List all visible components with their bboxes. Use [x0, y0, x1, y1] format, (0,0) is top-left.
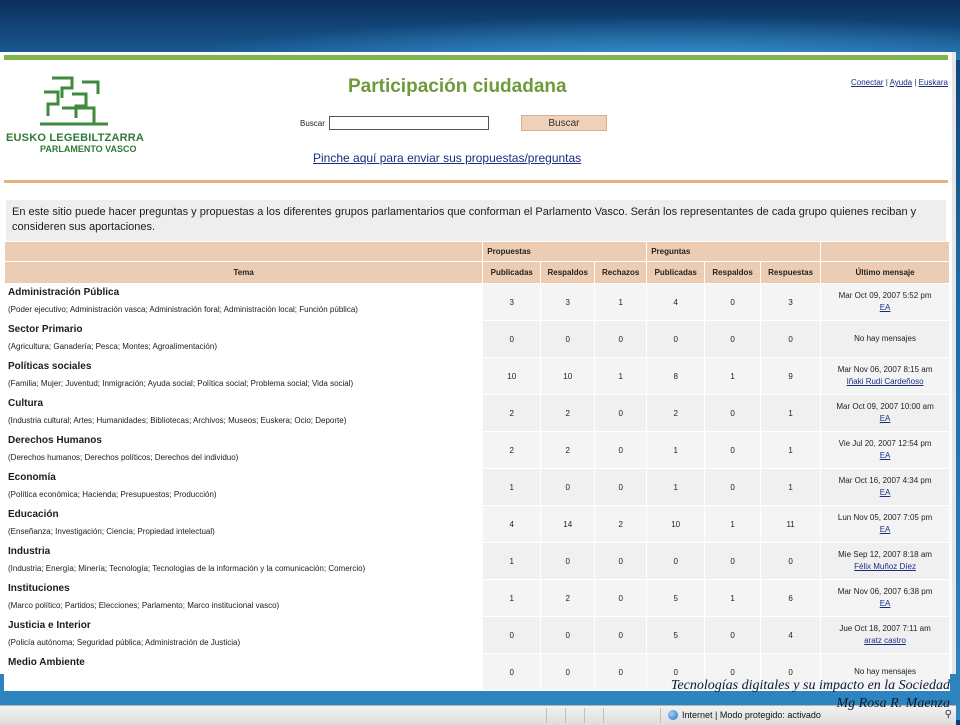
- group-header-row: [5, 242, 950, 262]
- questions-published: 4: [647, 284, 705, 321]
- col-header-q-publicadas: Publicadas: [647, 262, 705, 284]
- topic-cell[interactable]: [5, 580, 483, 617]
- topic-subtopics: (Poder ejecutivo; Administración vasca; Administración foral; Administración local; Función pública): [8, 305, 358, 314]
- search-form: [300, 115, 607, 131]
- logo-text-basque: EUSKO LEGEBILTZARRA: [6, 132, 145, 144]
- proposals-published: 2: [483, 432, 541, 469]
- col-header-p-respaldos: Respaldos: [541, 262, 595, 284]
- last-message-user[interactable]: Iñaki Rudi Cardeñoso: [846, 377, 924, 386]
- questions-support: 0: [705, 469, 761, 506]
- zoom-icon[interactable]: ⚲: [944, 709, 952, 720]
- questions-published: 0: [647, 543, 705, 580]
- logo-icon: [38, 74, 110, 130]
- questions-answers: 3: [761, 284, 821, 321]
- table-row[interactable]: [5, 284, 950, 321]
- status-text: Internet | Modo protegido: activado: [682, 710, 821, 720]
- topic-name[interactable]: Administración Pública: [8, 287, 120, 298]
- last-message-user[interactable]: aratz castro: [864, 636, 906, 645]
- proposals-rejections: 0: [595, 395, 647, 432]
- topic-cell[interactable]: [5, 284, 483, 321]
- status-divider: [565, 708, 566, 723]
- proposals-support: 3: [541, 284, 595, 321]
- last-message-cell: [821, 580, 950, 617]
- status-divider: [660, 708, 661, 723]
- send-proposal-link[interactable]: Pinche aquí para enviar sus propuestas/preguntas: [313, 151, 582, 165]
- topic-name[interactable]: Instituciones: [8, 583, 70, 594]
- topic-cell[interactable]: [5, 321, 483, 358]
- last-message-date: Mar Nov 06, 2007 8:15 am: [837, 365, 933, 374]
- last-message-cell: [821, 395, 950, 432]
- last-message-date: Lun Nov 05, 2007 7:05 pm: [837, 513, 933, 522]
- questions-published: 0: [647, 321, 705, 358]
- table-row[interactable]: [5, 321, 950, 358]
- slide-caption: [671, 677, 950, 713]
- topic-name[interactable]: Políticas sociales: [8, 361, 92, 372]
- topic-name[interactable]: Derechos Humanos: [8, 435, 102, 446]
- topic-cell[interactable]: [5, 654, 483, 691]
- table-row[interactable]: [5, 432, 950, 469]
- topic-subtopics: (Industria cultural; Artes; Humanidades; Bibliotecas; Archivos; Museos; Euskera; Ocio; Deporte): [8, 416, 347, 425]
- caption-author: Mg Rosa R. Maenza: [836, 696, 950, 711]
- search-button[interactable]: Buscar: [521, 115, 607, 131]
- help-link[interactable]: Ayuda: [889, 78, 913, 87]
- table-row[interactable]: [5, 395, 950, 432]
- proposals-rejections: 2: [595, 506, 647, 543]
- questions-answers: 1: [761, 395, 821, 432]
- topic-subtopics: (Marco político; Partidos; Elecciones; Parlamento; Marco institucional vasco): [8, 601, 280, 610]
- proposals-rejections: 0: [595, 432, 647, 469]
- header-divider: [4, 180, 948, 183]
- proposals-published: 2: [483, 395, 541, 432]
- last-message-cell: [821, 617, 950, 654]
- last-message-date: Jue Oct 18, 2007 7:11 am: [839, 624, 931, 633]
- last-message-user[interactable]: Félix Muñoz Díez: [854, 562, 916, 571]
- topic-name[interactable]: Justicia e Interior: [8, 620, 91, 631]
- questions-answers: 9: [761, 358, 821, 395]
- topic-subtopics: (Policía autónoma; Seguridad pública; Administración de Justicia): [8, 638, 241, 647]
- last-message-date: Mie Sep 12, 2007 8:18 am: [838, 550, 932, 559]
- questions-support: 0: [705, 321, 761, 358]
- questions-answers: 4: [761, 617, 821, 654]
- questions-support: 0: [705, 395, 761, 432]
- proposals-published: 1: [483, 580, 541, 617]
- status-divider: [546, 708, 547, 723]
- proposals-rejections: 0: [595, 543, 647, 580]
- table-row[interactable]: [5, 580, 950, 617]
- questions-support: 0: [705, 617, 761, 654]
- proposals-published: 1: [483, 469, 541, 506]
- last-message-date: Mar Oct 09, 2007 5:52 pm: [838, 291, 932, 300]
- table-row[interactable]: [5, 617, 950, 654]
- questions-support: 1: [705, 506, 761, 543]
- questions-published: 5: [647, 617, 705, 654]
- last-message-user[interactable]: EA: [879, 414, 891, 423]
- questions-support: 0: [705, 432, 761, 469]
- proposals-published: 0: [483, 617, 541, 654]
- euskara-link[interactable]: Euskara: [918, 78, 948, 87]
- last-message-user[interactable]: EA: [879, 525, 891, 534]
- topic-cell[interactable]: [5, 617, 483, 654]
- questions-group-header: Preguntas: [647, 242, 821, 262]
- last-message-date: No hay mensajes: [854, 667, 916, 676]
- blank-header: [821, 242, 950, 262]
- questions-answers: 6: [761, 580, 821, 617]
- col-header-q-respuestas: Respuestas: [761, 262, 821, 284]
- topic-subtopics: (Política económica; Hacienda; Presupuestos; Producción): [8, 490, 217, 499]
- search-label: Buscar: [300, 118, 325, 128]
- questions-support: 0: [705, 284, 761, 321]
- last-message-date: Vie Jul 20, 2007 12:54 pm: [838, 439, 932, 448]
- topic-subtopics: (Industria; Energía; Minería; Tecnología; Tecnologías de la información y la comunicación; Comercio): [8, 564, 366, 573]
- proposals-support: 0: [541, 617, 595, 654]
- topic-name[interactable]: Medio Ambiente: [8, 657, 85, 668]
- topic-cell[interactable]: [5, 506, 483, 543]
- questions-support: 1: [705, 580, 761, 617]
- proposals-rejections: 0: [595, 654, 647, 691]
- questions-answers: 0: [761, 543, 821, 580]
- table-row[interactable]: [5, 358, 950, 395]
- proposals-rejections: 0: [595, 469, 647, 506]
- proposals-rejections: 1: [595, 284, 647, 321]
- top-links: Conectar | Ayuda | Euskara: [851, 78, 948, 87]
- questions-answers: 1: [761, 432, 821, 469]
- connect-link[interactable]: Conectar: [851, 78, 884, 87]
- topic-cell[interactable]: [5, 543, 483, 580]
- search-input[interactable]: [329, 116, 489, 130]
- last-message-cell: [821, 432, 950, 469]
- topics-table: [4, 241, 950, 691]
- questions-support: 0: [705, 543, 761, 580]
- proposals-support: 0: [541, 654, 595, 691]
- parliament-logo[interactable]: [6, 74, 156, 154]
- topic-cell[interactable]: [5, 432, 483, 469]
- proposals-rejections: 0: [595, 580, 647, 617]
- column-header-row: [5, 262, 950, 284]
- proposals-rejections: 0: [595, 617, 647, 654]
- topic-name[interactable]: Educación: [8, 509, 59, 520]
- last-message-date: Mar Oct 16, 2007 4:34 pm: [838, 476, 932, 485]
- questions-published: 1: [647, 469, 705, 506]
- questions-support: 0: [705, 654, 761, 691]
- last-message-cell: [821, 506, 950, 543]
- col-header-q-respaldos: Respaldos: [705, 262, 761, 284]
- proposals-published: 0: [483, 321, 541, 358]
- topic-subtopics: (Familia; Mujer; Juventud; Inmigración; Ayuda social; Política social; Problema social; Vida social): [8, 379, 354, 388]
- questions-answers: 11: [761, 506, 821, 543]
- topic-name[interactable]: Economía: [8, 472, 56, 483]
- proposals-rejections: 0: [595, 321, 647, 358]
- questions-published: 0: [647, 654, 705, 691]
- proposals-rejections: 1: [595, 358, 647, 395]
- col-header-ultimo-mensaje: Último mensaje: [821, 262, 950, 284]
- last-message-cell: [821, 321, 950, 358]
- status-divider: [584, 708, 585, 723]
- topic-cell[interactable]: [5, 469, 483, 506]
- last-message-cell: [821, 358, 950, 395]
- col-header-p-rechazos: Rechazos: [595, 262, 647, 284]
- proposals-support: 0: [541, 321, 595, 358]
- proposals-support: 10: [541, 358, 595, 395]
- topic-name[interactable]: Cultura: [8, 398, 43, 409]
- questions-published: 2: [647, 395, 705, 432]
- table-row[interactable]: [5, 543, 950, 580]
- proposals-support: 0: [541, 469, 595, 506]
- last-message-cell: [821, 543, 950, 580]
- proposals-support: 2: [541, 395, 595, 432]
- proposals-published: 1: [483, 543, 541, 580]
- questions-answers: 0: [761, 321, 821, 358]
- status-divider: [603, 708, 604, 723]
- topic-cell[interactable]: [5, 358, 483, 395]
- last-message-date: No hay mensajes: [854, 334, 916, 343]
- last-message-cell: [821, 469, 950, 506]
- proposals-group-header: Propuestas: [483, 242, 647, 262]
- slide-background: [0, 0, 960, 60]
- last-message-date: Mar Oct 09, 2007 10:00 am: [836, 402, 934, 411]
- questions-answers: 0: [761, 654, 821, 691]
- table-row[interactable]: [5, 506, 950, 543]
- questions-published: 5: [647, 580, 705, 617]
- last-message-date: Mar Nov 06, 2007 6:38 pm: [837, 587, 933, 596]
- topic-subtopics: (Enseñanza; Investigación; Ciencia; Propiedad intelectual): [8, 527, 215, 536]
- last-message-user[interactable]: EA: [879, 599, 891, 608]
- last-message-user[interactable]: EA: [879, 451, 891, 460]
- site-header: [0, 60, 952, 180]
- proposals-support: 2: [541, 432, 595, 469]
- topic-name[interactable]: Sector Primario: [8, 324, 83, 335]
- page-title: Participación ciudadana: [348, 76, 567, 97]
- proposals-support: 0: [541, 543, 595, 580]
- blank-header: [5, 242, 483, 262]
- proposals-published: 3: [483, 284, 541, 321]
- topic-subtopics: (Agricultura; Ganadería; Pesca; Montes; Agroalimentación): [8, 342, 217, 351]
- proposals-support: 2: [541, 580, 595, 617]
- caption-title: Tecnologías digitales y su impacto en la Sociedad: [670, 678, 950, 693]
- last-message-user[interactable]: EA: [879, 303, 891, 312]
- questions-published: 1: [647, 432, 705, 469]
- questions-published: 10: [647, 506, 705, 543]
- topic-name[interactable]: Industria: [8, 546, 51, 557]
- intro-text: En este sitio puede hacer preguntas y propuestas a los diferentes grupos parlamentarios que conforman el Parlamento Vasco. Serán los representantes de cada grupo quienes reciban y consideren sus aportaciones.: [6, 200, 946, 241]
- col-header-tema: Tema: [5, 262, 483, 284]
- logo-text-spanish: PARLAMENTO VASCO: [40, 144, 137, 154]
- last-message-user[interactable]: EA: [879, 488, 891, 497]
- proposals-published: 10: [483, 358, 541, 395]
- topic-cell[interactable]: [5, 395, 483, 432]
- col-header-p-publicadas: Publicadas: [483, 262, 541, 284]
- questions-support: 1: [705, 358, 761, 395]
- proposals-published: 4: [483, 506, 541, 543]
- questions-answers: 1: [761, 469, 821, 506]
- topic-subtopics: (Derechos humanos; Derechos políticos; Derechos del individuo): [8, 453, 239, 462]
- proposals-published: 0: [483, 654, 541, 691]
- questions-published: 8: [647, 358, 705, 395]
- last-message-cell: [821, 284, 950, 321]
- table-row[interactable]: [5, 469, 950, 506]
- proposals-support: 14: [541, 506, 595, 543]
